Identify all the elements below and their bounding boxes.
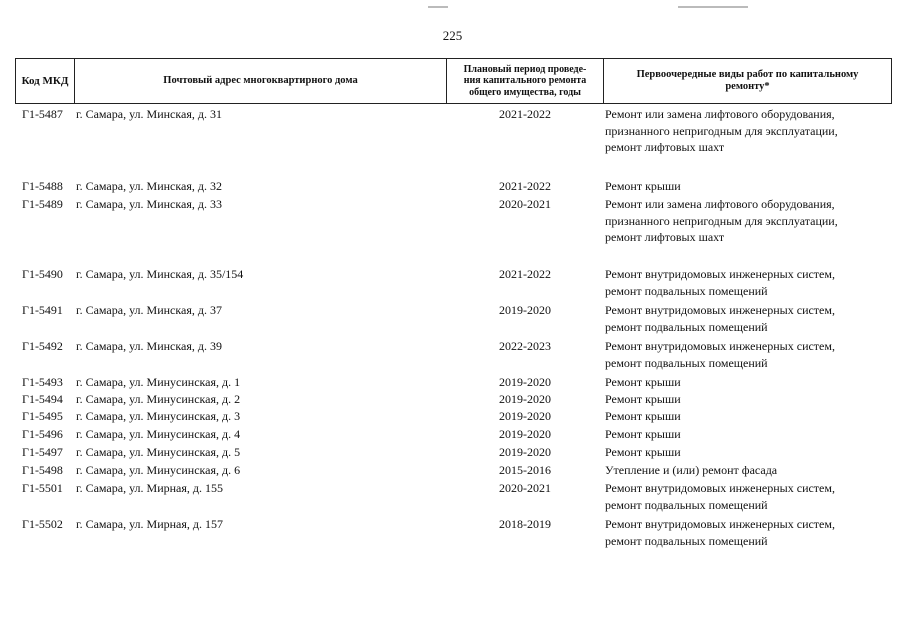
row-works-line: Ремонт крыши [605,392,681,406]
row-works-line: Ремонт внутридомовых инженерных систем, [605,339,835,353]
row-code: Г1-5492 [22,339,63,353]
row-works-line: ремонт подвальных помещений [605,355,768,370]
row-period: 2019-2020 [499,409,551,423]
scan-marks [420,6,770,12]
row-period: 2019-2020 [499,375,551,389]
row-works-line: Ремонт или замена лифтового оборудования, [605,107,835,121]
row-works [605,480,895,513]
page-number: 225 [442,28,463,43]
row-period: 2019-2020 [499,392,551,406]
row-address: г. Самара, ул. Минская, д. 31 [76,107,222,121]
row-code: Г1-5491 [22,303,63,317]
header-works: Первоочередные виды работ по капитальному ремонту* [636,69,859,92]
row-period: 2020-2021 [499,481,551,495]
row-works [605,178,895,195]
row-address: г. Самара, ул. Минская, д. 39 [76,339,222,353]
row-address: г. Самара, ул. Минусинская, д. 3 [76,409,241,423]
row-code: Г1-5495 [22,409,63,423]
row-works [605,374,895,391]
row-works-line: Ремонт внутридомовых инженерных систем, [605,303,835,317]
row-works [605,462,895,479]
row-works [605,426,895,443]
header-address: Почтовый адрес многоквартирного дома [75,59,447,103]
row-works-line: ремонт подвальных помещений [605,497,768,512]
header-code: Код МКД [16,59,75,103]
row-code: Г1-5493 [22,375,63,389]
row-works [605,408,895,425]
row-works-line: Ремонт внутридомовых инженерных систем, [605,517,835,531]
row-code: Г1-5487 [22,107,63,121]
row-works-line: Ремонт крыши [605,427,681,441]
row-works-line: ремонт лифтовых шахт [605,230,725,244]
row-code: Г1-5497 [22,445,63,459]
row-address: г. Самара, ул. Минская, д. 37 [76,303,222,317]
row-address: г. Самара, ул. Мирная, д. 155 [76,481,223,495]
row-period: 2019-2020 [499,445,551,459]
row-works-line: ремонт подвальных помещений [605,319,768,334]
table-header [15,58,892,104]
row-code: Г1-5496 [22,427,63,441]
row-period: 2020-2021 [499,197,551,211]
row-works-line: Ремонт крыши [605,409,681,423]
row-works-line: признанного непригодным для эксплуатации, [605,123,838,138]
row-code: Г1-5501 [22,481,63,495]
row-address: г. Самара, ул. Мирная, д. 157 [76,517,223,531]
row-code: Г1-5489 [22,197,63,211]
row-works-line: Ремонт внутридомовых инженерных систем, [605,267,835,281]
row-period: 2019-2020 [499,303,551,317]
row-works-line: ремонт подвальных помещений [605,283,768,298]
row-address: г. Самара, ул. Минусинская, д. 1 [76,375,241,389]
row-works-line: Ремонт крыши [605,179,681,193]
row-address: г. Самара, ул. Минусинская, д. 4 [76,427,241,441]
row-code: Г1-5498 [22,463,63,477]
row-works [605,444,895,461]
row-address: г. Самара, ул. Минусинская, д. 5 [76,445,241,459]
row-code: Г1-5488 [22,179,63,193]
row-works-line: Ремонт или замена лифтового оборудования, [605,197,835,211]
row-address: г. Самара, ул. Минская, д. 32 [76,179,222,193]
row-period: 2019-2020 [499,427,551,441]
row-works-line: ремонт лифтовых шахт [605,140,725,154]
row-works [605,266,895,299]
row-works-line: Утепление и (или) ремонт фасада [605,463,778,477]
row-works-line: ремонт подвальных помещений [605,533,768,548]
header-period: Плановый период проведе- ния капитального ремонта общего имущества, годы [447,59,604,103]
row-works [605,106,895,156]
row-period: 2022-2023 [499,339,551,353]
row-period: 2015-2016 [499,463,551,477]
row-address: г. Самара, ул. Минская, д. 35/154 [76,267,244,281]
row-works [605,516,895,549]
row-address: г. Самара, ул. Минусинская, д. 2 [76,392,241,406]
row-address: г. Самара, ул. Минусинская, д. 6 [76,463,241,477]
row-period: 2018-2019 [499,517,551,531]
row-works-line: признанного непригодным для эксплуатации, [605,213,838,228]
row-period: 2021-2022 [499,267,551,281]
row-works-line: Ремонт внутридомовых инженерных систем, [605,481,835,495]
row-works-line: Ремонт крыши [605,445,681,459]
row-works [605,302,895,335]
row-address: г. Самара, ул. Минская, д. 33 [76,197,222,211]
row-works-line: Ремонт крыши [605,375,681,389]
row-works [605,391,895,408]
row-works [605,338,895,371]
row-code: Г1-5502 [22,517,63,531]
row-works [605,196,895,246]
row-code: Г1-5494 [22,392,63,406]
row-code: Г1-5490 [22,267,63,281]
row-period: 2021-2022 [499,179,551,193]
row-period: 2021-2022 [499,107,551,121]
